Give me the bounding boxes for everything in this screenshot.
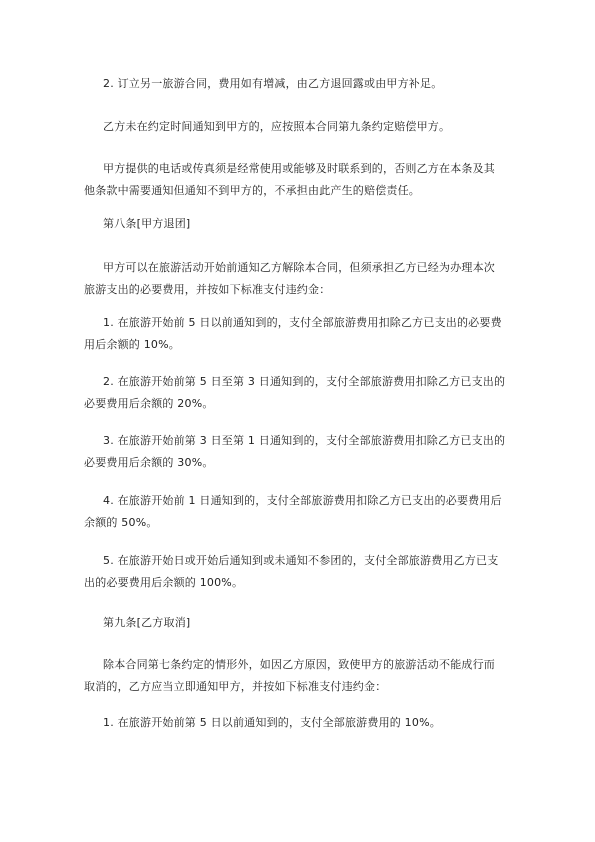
section-heading-text: 第八条[甲方退团] xyxy=(103,217,191,230)
paragraph-contact-info xyxy=(84,158,513,202)
list-item-article-8-2 xyxy=(84,371,513,415)
paragraph-line: 5. 在旅游开始日或开始后通知到或未通知不参团的，支付全部旅游费用乙方已支 xyxy=(103,554,499,567)
list-item-article-8-4 xyxy=(84,490,513,534)
paragraph-article-9-intro xyxy=(84,654,513,698)
paragraph-line: 2. 在旅游开始前第 5 日至第 3 日通知到的，支付全部旅游费用扣除乙方已支出的 xyxy=(103,375,506,388)
paragraph-line: 1. 在旅游开始前 5 日以前通知到的，支付全部旅游费用扣除乙方已支出的必要费 xyxy=(103,316,502,329)
list-item-article-8-5 xyxy=(84,550,513,594)
paragraph-line: 必要费用后余额的 30%。 xyxy=(84,456,214,469)
paragraph-item-2-rebook xyxy=(103,73,513,95)
paragraph-line: 3. 在旅游开始前第 3 日至第 1 日通知到的，支付全部旅游费用扣除乙方已支出的 xyxy=(103,434,506,447)
paragraph-line: 他条款中需要通知但通知不到甲方的，不承担由此产生的赔偿责任。 xyxy=(84,184,420,197)
section-heading-article-9 xyxy=(103,612,513,634)
section-heading-article-8 xyxy=(103,213,513,235)
paragraph-line: 甲方提供的电话或传真须是经常使用或能够及时联系到的，否则乙方在本条及其 xyxy=(103,162,495,175)
section-heading-text: 第九条[乙方取消] xyxy=(103,616,191,629)
paragraph-line: 2. 订立另一旅游合同，费用如有增减，由乙方退回露或由甲方补足。 xyxy=(103,77,443,90)
paragraph-line: 余额的 50%。 xyxy=(84,516,158,529)
paragraph-article-8-intro xyxy=(84,257,513,301)
paragraph-line: 除本合同第七条约定的情形外，如因乙方原因，致使甲方的旅游活动不能成行而 xyxy=(103,658,495,671)
paragraph-line: 必要费用后余额的 20%。 xyxy=(84,397,214,410)
list-item-article-8-3 xyxy=(84,430,513,474)
paragraph-notify-compensation xyxy=(103,116,513,138)
list-item-article-8-1 xyxy=(84,312,513,356)
paragraph-line: 旅游支出的必要费用，并按如下标准支付违约金： xyxy=(84,283,331,296)
paragraph-line: 乙方未在约定时间通知到甲方的，应按照本合同第九条约定赔偿甲方。 xyxy=(103,120,451,133)
paragraph-line: 用后余额的 10%。 xyxy=(84,338,180,351)
paragraph-line: 1. 在旅游开始前第 5 日以前通知到的，支付全部旅游费用的 10%。 xyxy=(103,716,441,729)
list-item-article-9-1 xyxy=(103,712,513,734)
paragraph-line: 取消的，乙方应当立即通知甲方，并按如下标准支付违约金： xyxy=(84,680,387,693)
paragraph-line: 甲方可以在旅游活动开始前通知乙方解除本合同，但须承担乙方已经为办理本次 xyxy=(103,261,495,274)
paragraph-line: 4. 在旅游开始前 1 日通知到的，支付全部旅游费用扣除乙方已支出的必要费用后 xyxy=(103,494,502,507)
paragraph-line: 出的必要费用后余额的 100%。 xyxy=(84,576,244,589)
